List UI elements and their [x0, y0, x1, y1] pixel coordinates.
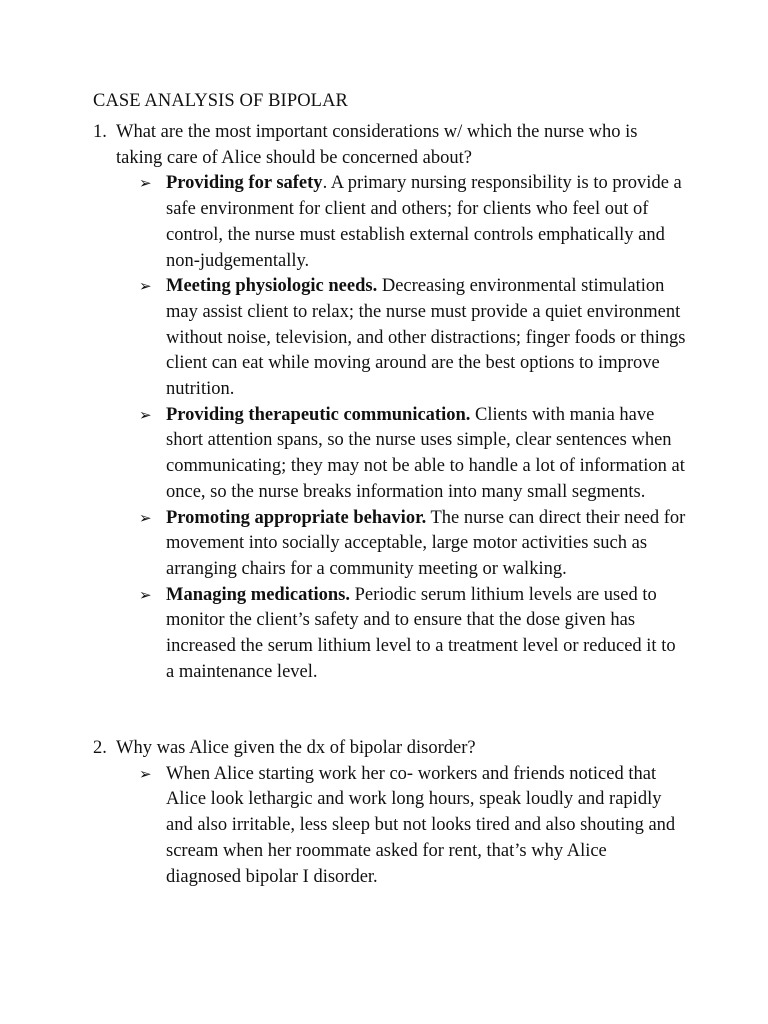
arrow-bullet-icon: ➢ — [139, 508, 152, 527]
document-title: CASE ANALYSIS OF BIPOLAR — [93, 91, 348, 111]
answer-list — [93, 762, 693, 891]
answer-item-medications — [139, 583, 686, 686]
arrow-bullet-icon: ➢ — [139, 174, 152, 193]
answer-heading: Promoting appropriate behavior. — [166, 507, 427, 528]
answer-heading: Providing for safety — [166, 173, 323, 194]
answer-body: The nurse can direct their need for movement into socially acceptable, large motor activities such as arranging chairs for a community meeting or walking. — [166, 507, 686, 579]
answer-list — [93, 171, 693, 685]
question-text: Why was Alice given the dx of bipolar disorder? — [116, 738, 476, 758]
answer-heading: Meeting physiologic needs. — [166, 276, 378, 297]
answer-body: Decreasing environmental stimulation may assist client to relax; the nurse must provide a quiet environment without noise, television, and other distractions; finger foods or things client can eat while moving around are the best options to improve nutrition. — [166, 276, 686, 400]
answer-body: Clients with mania have short attention spans, so the nurse uses simple, clear sentences when communicating; they may not be able to handle a lot of information at once, so the nurse breaks information into many small segments. — [166, 404, 685, 502]
arrow-bullet-icon: ➢ — [139, 405, 152, 424]
answer-item-appropriate-behavior — [139, 506, 686, 583]
answer-item-diagnosis-reason — [139, 762, 686, 891]
question-1 — [93, 120, 693, 685]
answer-item-physiologic-needs — [139, 274, 686, 403]
question-number: 1. — [93, 122, 107, 142]
question-text: What are the most important considerations w/ which the nurse who is taking care of Alice should be concerned about? — [116, 122, 638, 168]
arrow-bullet-icon: ➢ — [139, 277, 152, 296]
question-number: 2. — [93, 738, 107, 758]
answer-item-therapeutic-communication — [139, 403, 686, 506]
question-2 — [93, 736, 693, 890]
answer-body: . A primary nursing responsibility is to provide a safe environment for client and others; for clients who feel out of control, the nurse must establish external controls emphatically and non-judgementally. — [166, 173, 682, 271]
answer-heading: Providing therapeutic communication. — [166, 404, 471, 425]
answer-heading: Managing medications. — [166, 584, 350, 605]
answer-item-safety — [139, 171, 686, 274]
answer-body: Periodic serum lithium levels are used to monitor the client’s safety and to ensure that the dose given has increased the serum lithium level to a treatment level or reduced it to a maintenance level. — [166, 584, 676, 682]
answer-body: When Alice starting work her co- workers and friends noticed that Alice look lethargic and work long hours, speak loudly and rapidly and also irritable, less sleep but not looks tired and also shouting and scream when her roommate asked for rent, that’s why Alice diagnosed bipolar I disorder. — [166, 763, 676, 887]
arrow-bullet-icon: ➢ — [139, 764, 152, 783]
arrow-bullet-icon: ➢ — [139, 585, 152, 604]
